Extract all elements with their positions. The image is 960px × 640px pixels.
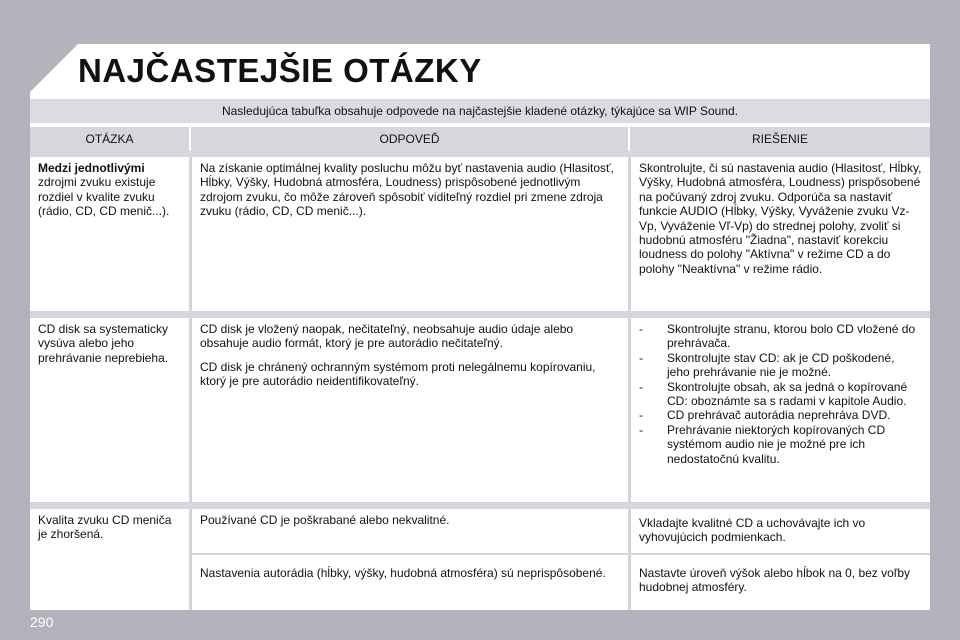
table-row-2-solution: [630, 318, 930, 502]
table-row-3-question: [30, 509, 189, 610]
solution-text: Nastavte úroveň výšok alebo hĺbok na 0, bez voľby hudobnej atmosféry.: [639, 566, 910, 595]
table-row-3b-solution: [630, 555, 930, 610]
answer-text: Nastavenia autorádia (hĺbky, výšky, hudobná atmosféra) sú neprispôsobené.: [200, 566, 606, 580]
intro-text: Nasledujúca tabuľka obsahuje odpovede na najčastejšie kladené otázky, týkajúce sa WIP Sound.: [221, 104, 739, 118]
folded-corner: [30, 44, 78, 92]
list-item: - Skontrolujte stranu, ktorou bolo CD vložené do prehrávača.: [639, 322, 918, 351]
question-bold-text: Medzi jednotlivými: [38, 161, 145, 175]
question-text: Kvalita zvuku CD meniča je zhoršená.: [38, 513, 172, 542]
table-row-1-answer: [191, 157, 628, 311]
page-number: 290: [30, 614, 54, 630]
table-row-3a-solution: [630, 509, 930, 553]
header-question: OTÁZKA: [30, 127, 189, 151]
table-row-1-solution: [630, 157, 930, 311]
row-divider: [30, 502, 930, 509]
table-row-1-question: [30, 157, 189, 311]
answer-text: CD disk je chránený ochranným systémom proti nelegálnemu kopírovaniu, ktorý je pre autorádio neidentifikovateľný.: [200, 359, 596, 389]
table-row-3a-answer: [191, 509, 628, 553]
list-item: - Skontrolujte obsah, ak sa jedná o kopírované CD: oboznámte sa s radami v kapitole Audio.: [639, 380, 918, 409]
page-title: NAJČASTEJŠIE OTÁZKY: [78, 52, 482, 89]
table-row-3b-answer: [191, 555, 628, 610]
solution-text: Vkladajte kvalitné CD a uchovávajte ich vo vyhovujúcich podmienkach.: [639, 516, 866, 545]
header-solution: RIEŠENIE: [630, 127, 930, 151]
answer-text: Na získanie optimálnej kvality posluchu môžu byť nastavenia audio (Hlasitosť, Hĺbky, Výšky, Hudobná atmosféra, Loudness) prispôsobené jednotlivým zdrojom zvuku, čo môže zároveň spôsobiť viditeľný rozdiel pri zmene zdroja zvuku (rádio, CD, CD menič...).: [200, 161, 614, 219]
answer-text: Používané CD je poškrabané alebo nekvalitné.: [200, 513, 450, 527]
list-item: - Prehrávanie niektorých kopírovaných CD systémom audio nie je možné pre ich nedostatočnú kvalitu.: [639, 423, 918, 466]
question-text: CD disk sa systematicky vysúva alebo jeho prehrávanie neprebieha.: [38, 322, 169, 365]
list-item: - CD prehrávač autorádia neprehráva DVD.: [639, 408, 918, 422]
table-row-2-question: [30, 318, 189, 502]
table-row-2-answer: [191, 318, 628, 502]
list-item: - Skontrolujte stav CD: ak je CD poškodené, jeho prehrávanie nie je možné.: [639, 351, 918, 380]
answer-text: CD disk je vložený naopak, nečitateľný, neobsahuje audio údaje alebo obsahuje audio formát, ktorý je pre autorádio nečitateľný.: [200, 322, 574, 351]
header-answer: ODPOVEĎ: [191, 127, 628, 151]
solution-list: [639, 322, 918, 466]
solution-text: Skontrolujte, či sú nastavenia audio (Hlasitosť, Hĺbky, Výšky, Hudobná atmosféra, Loudness) prispôsobené na počúvaný zdroj zvuku. Odporúča sa nastaviť funkcie AUDIO (Hĺbky, Výšky, Vyváženie zvuku Vz-Vp, Vyváženie Vľ-Vp) do strednej polohy, zvoliť si hudobnú atmosféru "Žiadna", nastaviť korekciu loudness do polohy "Aktívna" v režime CD a do polohy "Neaktívna" v režime rádio.: [639, 161, 922, 276]
question-text: zdrojmi zvuku existuje rozdiel v kvalite zvuku (rádio, CD, CD menič...).: [38, 175, 170, 219]
row-divider: [30, 311, 930, 318]
